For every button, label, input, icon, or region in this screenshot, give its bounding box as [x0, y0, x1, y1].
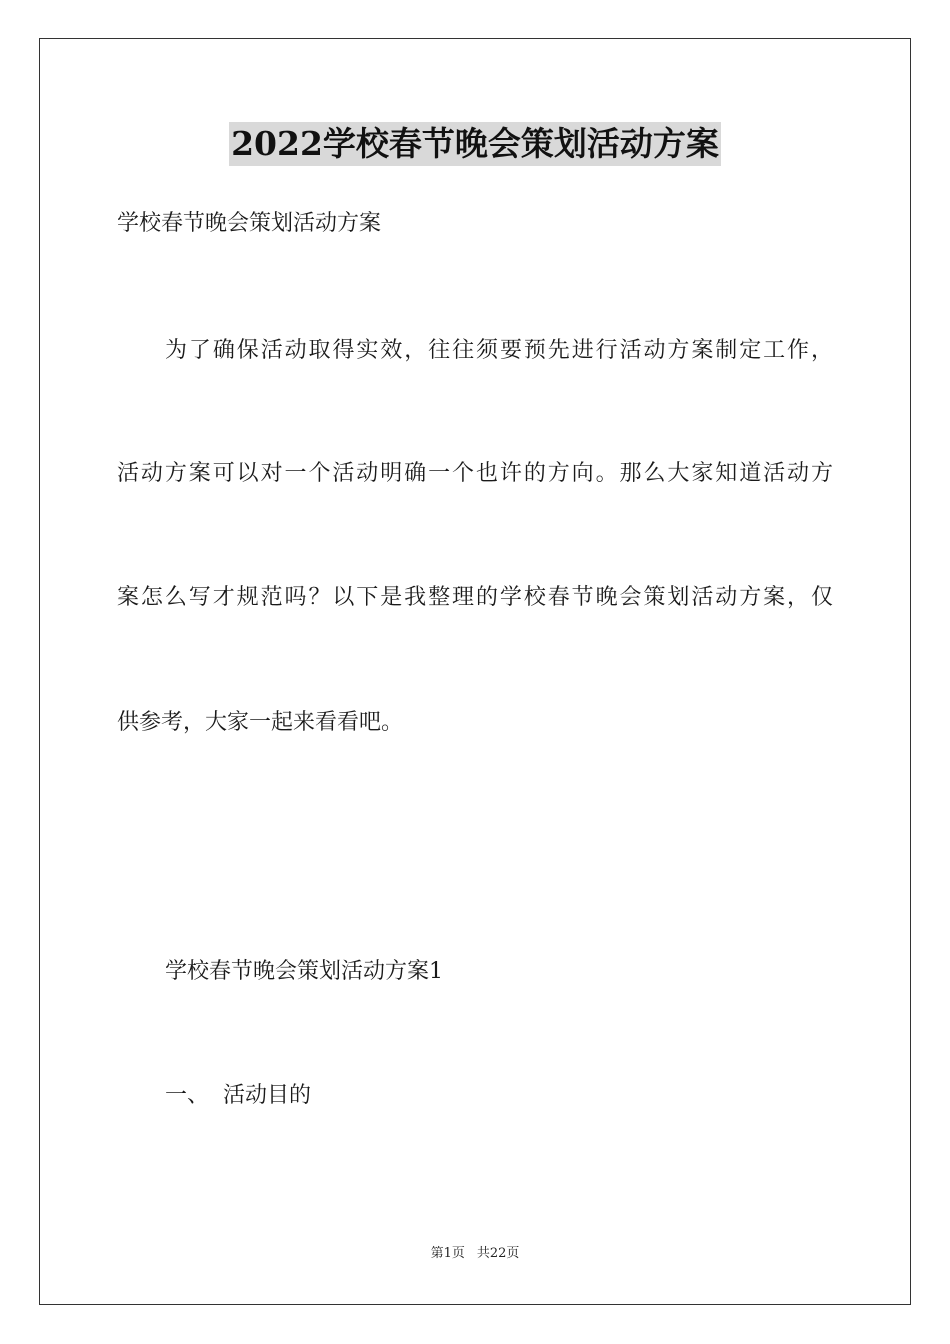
page-total: 共22页 [476, 1246, 520, 1261]
intro-line-4: 供参考，大家一起来看看吧。 [117, 710, 404, 735]
document-title: 2022学校春节晚会策划活动方案 [229, 122, 721, 166]
section-heading: 学校春节晚会策划活动方案1 [165, 959, 443, 984]
page-footer [0, 1245, 950, 1263]
item-heading: 一、 活动目的 [165, 1083, 311, 1108]
intro-line-3: 案怎么写才规范吗？以下是我整理的学校春节晚会策划活动方案，仅 [117, 585, 833, 610]
title-container [0, 122, 950, 166]
page-number: 第1页 [430, 1246, 465, 1261]
document-subtitle: 学校春节晚会策划活动方案 [117, 211, 382, 236]
intro-line-1: 为了确保活动取得实效，往往须要预先进行活动方案制定工作， [165, 338, 833, 363]
intro-line-2: 活动方案可以对一个活动明确一个也许的方向。那么大家知道活动方 [117, 461, 833, 486]
